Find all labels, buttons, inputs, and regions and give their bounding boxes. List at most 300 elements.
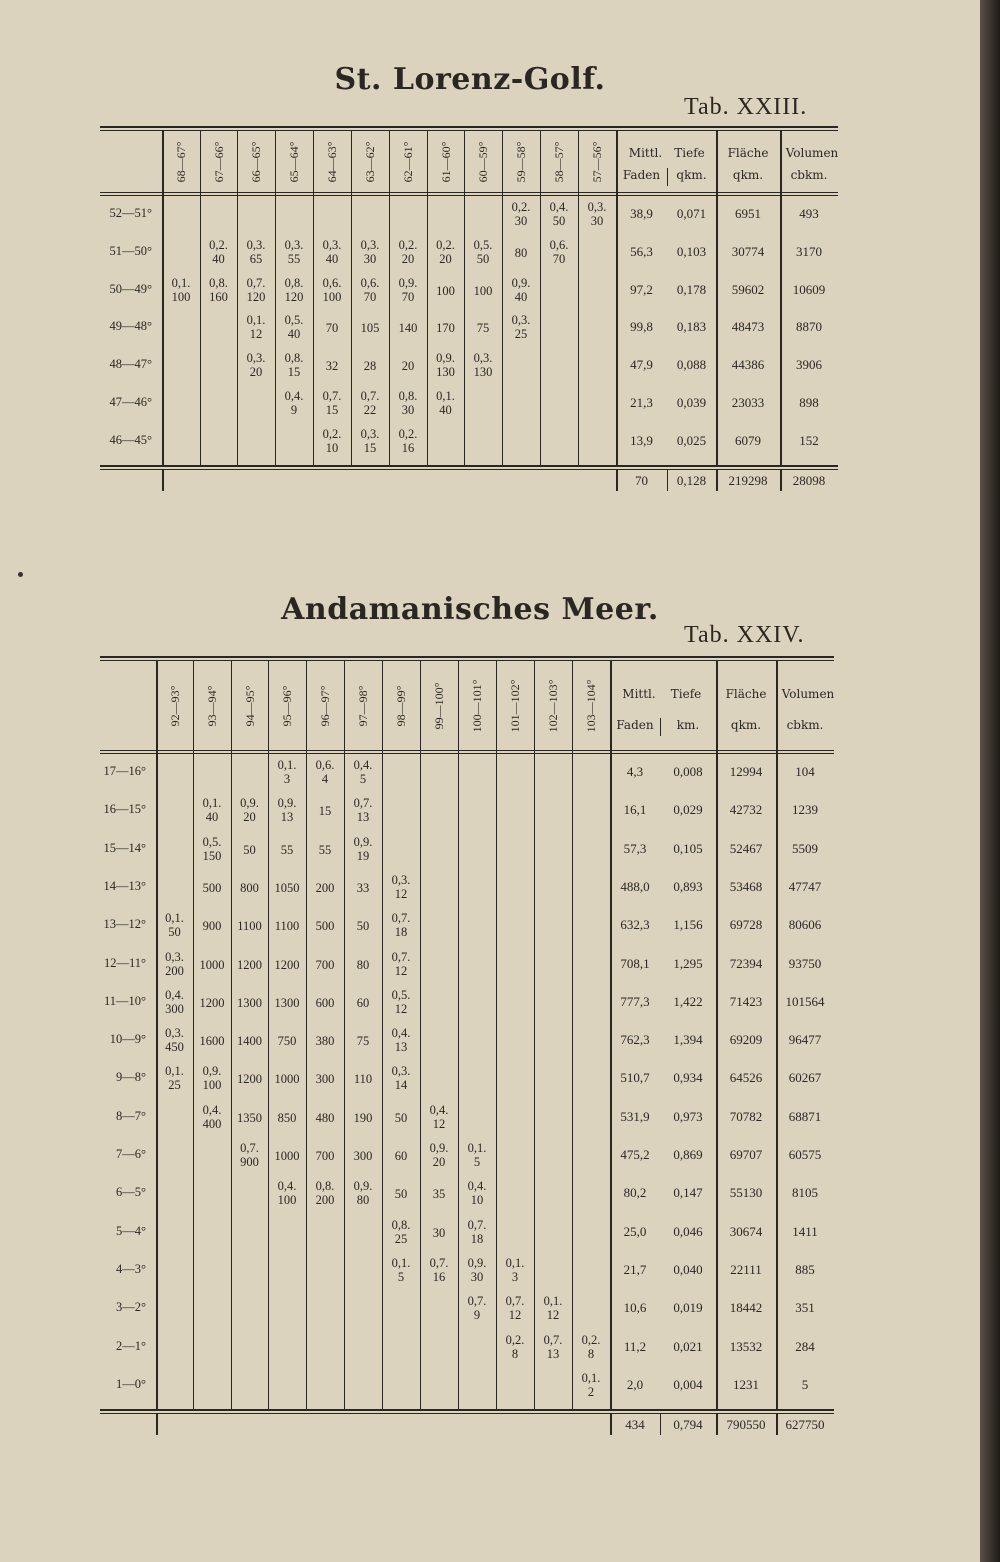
table-cell: 1050 — [274, 880, 300, 895]
row-label: 10—9° — [109, 1032, 146, 1047]
table-cell: 0,7. 120 — [246, 275, 266, 304]
flaeche-value: 52467 — [729, 840, 763, 856]
table-cell: 300 — [353, 1149, 373, 1163]
table-cell: 900 — [202, 919, 222, 934]
table-cell: 0,7. 16 — [429, 1255, 449, 1284]
table-cell: 0,2. 30 — [511, 200, 531, 228]
row-label: 6—5° — [116, 1185, 146, 1200]
flaeche-value: 71423 — [729, 993, 763, 1009]
table-cell: 80 — [514, 245, 528, 260]
table-cell: 1000 — [274, 1149, 300, 1163]
table-cell: 1000 — [274, 1072, 300, 1087]
column-divider — [464, 131, 465, 465]
km-value: 1,394 — [673, 1032, 703, 1048]
table-cell: 0,9. 100 — [202, 1064, 222, 1093]
row-label: 7—6° — [116, 1147, 146, 1161]
column-header: 60—59° — [476, 141, 490, 182]
row-label: 4—3° — [116, 1261, 146, 1276]
page-edge — [980, 0, 1000, 1562]
column-header: 102—103° — [546, 679, 560, 732]
table-cell: 0,7. 13 — [543, 1332, 563, 1361]
column-header: 68—67° — [174, 141, 188, 182]
table-cell: 0,4. 50 — [549, 200, 569, 228]
table-cell: 1350 — [237, 1110, 262, 1125]
table-cell: 0,2. 20 — [398, 237, 418, 266]
table-cell: 0,8. 25 — [391, 1217, 411, 1246]
table-cell: 0,1. 100 — [171, 275, 191, 304]
km-value: 0,025 — [676, 432, 707, 448]
table-title: St. Lorenz-Golf. — [334, 62, 606, 97]
table-cell: 380 — [315, 1034, 335, 1049]
column-header: 95—96° — [280, 685, 294, 726]
table-cell: 75 — [476, 321, 490, 336]
table-cell: 0,4. 400 — [202, 1102, 222, 1131]
total-flaeche: 219298 — [728, 472, 768, 488]
column-header: 66—65° — [249, 141, 263, 182]
table-cell: 28 — [363, 359, 377, 374]
table-cell: 850 — [277, 1110, 297, 1125]
table-cell: 0,3. 30 — [360, 237, 380, 266]
table-cell: 30 — [432, 1225, 446, 1240]
table-cell: 1000 — [199, 957, 225, 972]
total-volumen: 28098 — [792, 472, 826, 488]
table-cell: 0,4. 10 — [467, 1179, 487, 1208]
flaeche-value: 22111 — [730, 1261, 762, 1277]
table-cell: 0,4. 13 — [391, 1026, 411, 1055]
table-cell: 0,4. 5 — [353, 758, 373, 786]
row-label: 50—49° — [109, 281, 152, 296]
row-label: 48—47° — [109, 357, 152, 372]
table-cell: 0,3. 450 — [165, 1026, 184, 1055]
table-cell: 0,1. 2 — [581, 1370, 601, 1399]
faden-value: 510,7 — [620, 1070, 650, 1086]
header-volumen: Volumen — [785, 145, 839, 160]
volumen-value: 1239 — [792, 802, 818, 818]
table-cell: 0,7. 18 — [467, 1217, 487, 1246]
table-cell: 20 — [401, 359, 415, 374]
table-cell: 1300 — [237, 995, 262, 1010]
table-cell: 0,1. 3 — [277, 758, 297, 786]
table-cell: 0,6. 4 — [315, 758, 335, 786]
table-cell: 500 — [315, 919, 335, 934]
table-cell: 0,7. 15 — [322, 389, 342, 417]
table-cell: 0,3. 14 — [391, 1064, 411, 1093]
faden-value: 11,2 — [623, 1338, 647, 1354]
km-value: 0,040 — [673, 1261, 703, 1277]
table-cell: 0,6. 70 — [360, 275, 380, 304]
table-cell: 1100 — [274, 919, 300, 934]
volumen-value: 93750 — [788, 955, 822, 971]
table-cell: 700 — [315, 1149, 335, 1163]
flaeche-value: 69707 — [729, 1147, 763, 1162]
km-value: 0,105 — [673, 840, 703, 856]
km-value: 0,004 — [673, 1376, 703, 1392]
volumen-value: 493 — [799, 206, 819, 221]
header-mittl: Mittl. — [622, 687, 656, 702]
row-label: 1—0° — [116, 1376, 146, 1391]
flaeche-value: 13532 — [729, 1338, 763, 1354]
total-divider — [156, 1413, 158, 1435]
flaeche-value: 6951 — [735, 206, 761, 221]
flaeche-value: 6079 — [735, 432, 761, 448]
km-value: 0,039 — [676, 395, 707, 410]
flaeche-value: 30774 — [731, 243, 765, 259]
table-cell: 33 — [356, 880, 370, 895]
header-km: qkm. — [676, 167, 707, 182]
row-label: 9—8° — [116, 1070, 146, 1085]
table-cell: 0,8. 30 — [398, 389, 418, 417]
table-cell: 0,1. 12 — [246, 313, 266, 342]
total-km: 0,794 — [673, 1417, 703, 1433]
flaeche-value: 59602 — [731, 281, 765, 297]
table-cell: 1200 — [274, 957, 300, 972]
table-top-rule-2 — [100, 130, 838, 131]
volumen-value: 80606 — [788, 917, 822, 933]
row-label: 8—7° — [116, 1108, 146, 1123]
table-cell: 0,9. 20 — [429, 1141, 449, 1169]
table-cell: 200 — [315, 880, 335, 895]
faden-value: 25,0 — [623, 1223, 647, 1239]
body-rule — [100, 465, 838, 467]
table-cell: 0,3. 40 — [322, 237, 342, 266]
flaeche-value: 69209 — [729, 1032, 763, 1048]
body-rule — [100, 1409, 834, 1411]
table-cell: 0,1. 5 — [391, 1255, 411, 1284]
volumen-value: 101564 — [785, 993, 825, 1009]
km-value: 0,019 — [673, 1300, 703, 1316]
table-cell: 0,2. 8 — [581, 1332, 601, 1361]
row-label: 47—46° — [109, 395, 152, 409]
total-flaeche: 790550 — [726, 1417, 766, 1433]
volumen-value: 898 — [799, 395, 819, 410]
header-tiefe: Tiefe — [674, 145, 705, 160]
table-cell: 0,3. 200 — [165, 949, 184, 978]
column-header: 59—58° — [514, 141, 528, 182]
faden-value: 4,3 — [626, 764, 644, 779]
km-value: 0,046 — [673, 1223, 703, 1239]
faden-value: 708,1 — [620, 955, 650, 971]
table-cell: 0,3. 15 — [360, 426, 380, 455]
table-cell: 0,9. 20 — [240, 796, 259, 825]
table-top-rule — [100, 126, 838, 128]
flaeche-value: 48473 — [731, 319, 765, 335]
row-label: 17—16° — [103, 764, 146, 778]
faden-value: 475,2 — [620, 1147, 650, 1162]
volumen-value: 3170 — [796, 243, 822, 259]
volumen-value: 8870 — [796, 319, 822, 335]
volumen-value: 68871 — [788, 1108, 822, 1124]
table-cell: 190 — [353, 1110, 373, 1125]
table-cell: 1200 — [237, 957, 262, 972]
row-label: 12—11° — [103, 955, 146, 970]
total-km: 0,128 — [676, 472, 707, 488]
column-divider — [540, 131, 541, 465]
row-label: 14—13° — [103, 878, 146, 893]
header-faden: Faden — [622, 167, 661, 182]
row-label: 13—12° — [103, 917, 146, 932]
volumen-value: 60575 — [788, 1147, 822, 1162]
table-cell: 0,7. 12 — [505, 1294, 525, 1323]
flaeche-value: 23033 — [731, 395, 765, 410]
table-cell: 0,2. 40 — [209, 237, 228, 266]
faden-value: 21,7 — [623, 1261, 647, 1277]
column-header: 62—61° — [401, 141, 415, 182]
volumen-value: 5509 — [792, 840, 818, 856]
table-cell: 0,5. 50 — [473, 237, 493, 266]
table-cell: 0,7. 13 — [353, 796, 373, 825]
table-number: Tab. XXIII. — [684, 94, 808, 120]
table-cell: 0,3. 25 — [511, 313, 531, 342]
header-flaeche-unit: qkm. — [732, 167, 764, 182]
table-cell: 700 — [315, 957, 335, 972]
table-cell: 0,5. 12 — [391, 987, 411, 1016]
table-cell: 0,4. 12 — [429, 1102, 449, 1131]
column-divider — [572, 661, 573, 1409]
column-header: 99—100° — [432, 682, 446, 729]
km-value: 0,103 — [676, 243, 707, 259]
table-cell: 0,1. 40 — [436, 389, 455, 417]
table-cell: 0,4. 300 — [165, 987, 184, 1016]
table-cell: 480 — [315, 1110, 335, 1125]
faden-value: 13,9 — [630, 432, 653, 448]
table-cell: 0,8. 160 — [209, 275, 228, 304]
column-divider — [420, 661, 421, 1409]
table-cell: 0,9. 40 — [511, 275, 531, 304]
km-value: 0,934 — [673, 1070, 703, 1086]
table-cell: 0,2. 10 — [322, 426, 342, 455]
flaeche-value: 55130 — [729, 1185, 763, 1201]
table-cell: 0,9. 30 — [467, 1255, 487, 1284]
volumen-value: 47747 — [788, 878, 822, 894]
table-cell: 100 — [436, 283, 455, 298]
column-header: 64—63° — [325, 141, 339, 182]
row-label: 52—51° — [109, 206, 152, 220]
total-divider — [162, 469, 164, 491]
km-value: 0,071 — [676, 206, 707, 221]
table-cell: 100 — [473, 283, 493, 298]
table-cell: 32 — [325, 359, 339, 374]
row-label: 2—1° — [116, 1338, 146, 1353]
table-cell: 0,7. 9 — [467, 1294, 487, 1323]
km-value: 0,088 — [676, 357, 707, 373]
column-divider — [578, 131, 579, 465]
km-value: 1,156 — [673, 917, 703, 933]
flaeche-value: 72394 — [729, 955, 763, 971]
table-cell: 0,9. 13 — [277, 796, 297, 825]
flaeche-value: 70782 — [729, 1108, 763, 1124]
faden-value: 47,9 — [630, 357, 653, 373]
faden-value: 38,9 — [630, 206, 653, 221]
header-km: km. — [676, 717, 700, 732]
table-cell: 800 — [240, 880, 259, 895]
km-value: 1,295 — [673, 955, 703, 971]
table-cell: 0,3. 55 — [284, 237, 304, 266]
km-value: 0,183 — [676, 319, 707, 335]
row-label: 46—45° — [109, 432, 152, 447]
header-flaeche-unit: qkm. — [730, 717, 762, 732]
table-cell: 0,7. 12 — [391, 949, 411, 978]
header-volumen: Volumen — [781, 687, 835, 702]
table-cell: 75 — [356, 1034, 370, 1049]
row-label: 51—50° — [109, 243, 152, 258]
table-cell: 0,7. 900 — [240, 1141, 259, 1169]
table-cell: 0,9. 130 — [436, 351, 455, 380]
table-cell: 0,2. 8 — [505, 1332, 525, 1361]
table-cell: 1600 — [199, 1034, 225, 1049]
table-cell: 0,7. 18 — [391, 911, 411, 940]
header-mittl: Mittl. — [628, 145, 663, 160]
table-cell: 0,7. 22 — [360, 389, 380, 417]
volumen-value: 5 — [801, 1376, 809, 1392]
flaeche-value: 12994 — [729, 764, 763, 779]
row-label: 11—10° — [103, 993, 146, 1008]
column-header: 100—101° — [470, 679, 484, 732]
table-top-rule-2 — [100, 660, 834, 661]
flaeche-value: 44386 — [731, 357, 765, 373]
table-cell: 0,3. 65 — [246, 237, 266, 266]
table-cell: 55 — [318, 842, 332, 857]
flaeche-value: 53468 — [729, 878, 763, 894]
table-cell: 1400 — [237, 1034, 262, 1049]
table-cell: 0,6. 70 — [549, 237, 569, 266]
column-header: 67—66° — [211, 141, 226, 182]
table-cell: 105 — [360, 321, 380, 336]
column-header: 57—56° — [590, 141, 604, 182]
table-cell: 0,1. 12 — [543, 1294, 563, 1323]
table-cell: 0,9. 70 — [398, 275, 418, 304]
faden-value: 57,3 — [623, 840, 647, 856]
table-cell: 0,9. 19 — [353, 834, 373, 863]
faden-value: 531,9 — [620, 1108, 650, 1124]
km-value: 0,021 — [673, 1338, 703, 1354]
header-rule-2 — [100, 753, 834, 754]
faden-value: 99,8 — [630, 319, 653, 335]
table-cell: 110 — [353, 1072, 373, 1087]
km-value: 1,422 — [673, 993, 703, 1009]
volumen-value: 60267 — [788, 1070, 822, 1086]
faden-value: 97,2 — [630, 281, 653, 297]
table-cell: 750 — [277, 1034, 297, 1049]
km-value: 0,178 — [676, 281, 707, 297]
column-header: 58—57° — [552, 141, 566, 182]
table-cell: 35 — [432, 1187, 446, 1202]
row-label: 5—4° — [116, 1223, 146, 1238]
km-value: 0,973 — [673, 1108, 703, 1124]
header-tiefe: Tiefe — [670, 687, 702, 702]
total-faden: 434 — [625, 1417, 645, 1433]
header-rule — [100, 750, 834, 751]
table-cell: 0,1. 50 — [165, 911, 184, 940]
flaeche-value: 64526 — [729, 1070, 763, 1086]
faden-value: 21,3 — [630, 395, 653, 410]
body-rule-2 — [100, 469, 838, 470]
table-cell: 0,3. 20 — [246, 351, 266, 380]
faden-value: 2,0 — [626, 1376, 644, 1392]
table-title: Andamanisches Meer. — [281, 592, 659, 627]
volumen-value: 351 — [795, 1300, 815, 1316]
table-cell: 80 — [356, 957, 370, 972]
header-flaeche: Fläche — [725, 687, 767, 702]
km-value: 0,147 — [673, 1185, 703, 1201]
header-volumen-unit: cbkm. — [786, 717, 824, 732]
km-value: 0,008 — [673, 764, 703, 779]
header-volumen-unit: cbkm. — [790, 167, 828, 182]
column-header: 92—93° — [167, 685, 182, 726]
km-value: 0,869 — [673, 1147, 703, 1162]
table-cell: 55 — [280, 842, 294, 857]
km-value: 0,029 — [673, 802, 703, 818]
volumen-value: 1411 — [792, 1223, 818, 1239]
table-cell: 60 — [394, 1149, 408, 1163]
column-header: 101—102° — [508, 679, 522, 732]
km-value: 0,893 — [673, 878, 703, 894]
table-cell: 1300 — [274, 995, 300, 1010]
table-cell: 500 — [202, 880, 222, 895]
volumen-value: 152 — [799, 432, 819, 448]
row-label: 15—14° — [103, 840, 146, 855]
table-cell: 0,5. 40 — [284, 313, 304, 342]
header-flaeche: Fläche — [727, 145, 769, 160]
table-cell: 0,3. 30 — [587, 200, 607, 228]
volumen-value: 885 — [795, 1261, 815, 1277]
table-cell: 50 — [356, 919, 370, 934]
faden-value: 56,3 — [630, 243, 653, 259]
column-header: 94—95° — [242, 685, 257, 726]
column-header: 96—97° — [318, 685, 332, 726]
table-cell: 0,2. 20 — [436, 237, 455, 266]
table-cell: 0,8. 120 — [284, 275, 304, 304]
table-cell: 1100 — [237, 919, 262, 934]
flaeche-value: 1231 — [733, 1376, 759, 1392]
column-header: 63—62° — [363, 141, 377, 182]
row-label: 49—48° — [109, 319, 152, 334]
table-cell: 50 — [394, 1187, 408, 1202]
faden-value: 488,0 — [620, 878, 650, 894]
table-cell: 0,9. 80 — [353, 1179, 373, 1208]
table-cell: 60 — [356, 995, 370, 1010]
flaeche-value: 18442 — [729, 1300, 763, 1316]
column-header: 98—99° — [394, 685, 408, 726]
column-header: 97—98° — [356, 685, 370, 726]
volumen-value: 8105 — [792, 1185, 818, 1201]
column-header: 93—94° — [205, 685, 219, 726]
faden-value: 16,1 — [623, 802, 647, 818]
header-faden: Faden — [616, 717, 654, 732]
flaeche-value: 42732 — [729, 802, 763, 818]
column-header: 65—64° — [287, 141, 301, 182]
header-rule — [100, 192, 838, 193]
table-cell: 70 — [325, 321, 339, 336]
table-cell: 1200 — [237, 1072, 262, 1087]
table-cell: 0,6. 100 — [322, 275, 342, 304]
volumen-value: 284 — [795, 1338, 815, 1354]
table-cell: 300 — [315, 1072, 335, 1087]
total-faden: 70 — [635, 472, 648, 488]
table-cell: 0,2. 16 — [398, 426, 418, 455]
table-cell: 170 — [436, 321, 455, 336]
margin-dot — [18, 572, 23, 577]
flaeche-value: 30674 — [729, 1223, 763, 1239]
total-volumen: 627750 — [785, 1417, 825, 1433]
volumen-value: 104 — [795, 764, 815, 779]
table-number: Tab. XXIV. — [684, 622, 805, 648]
faden-value: 632,3 — [620, 917, 650, 933]
table-cell: 0,1. 3 — [505, 1255, 525, 1284]
faden-value: 80,2 — [623, 1185, 647, 1201]
table-cell: 0,4. 100 — [277, 1179, 297, 1208]
table-cell: 1200 — [199, 995, 225, 1010]
table-cell: 0,1. 40 — [202, 796, 222, 825]
